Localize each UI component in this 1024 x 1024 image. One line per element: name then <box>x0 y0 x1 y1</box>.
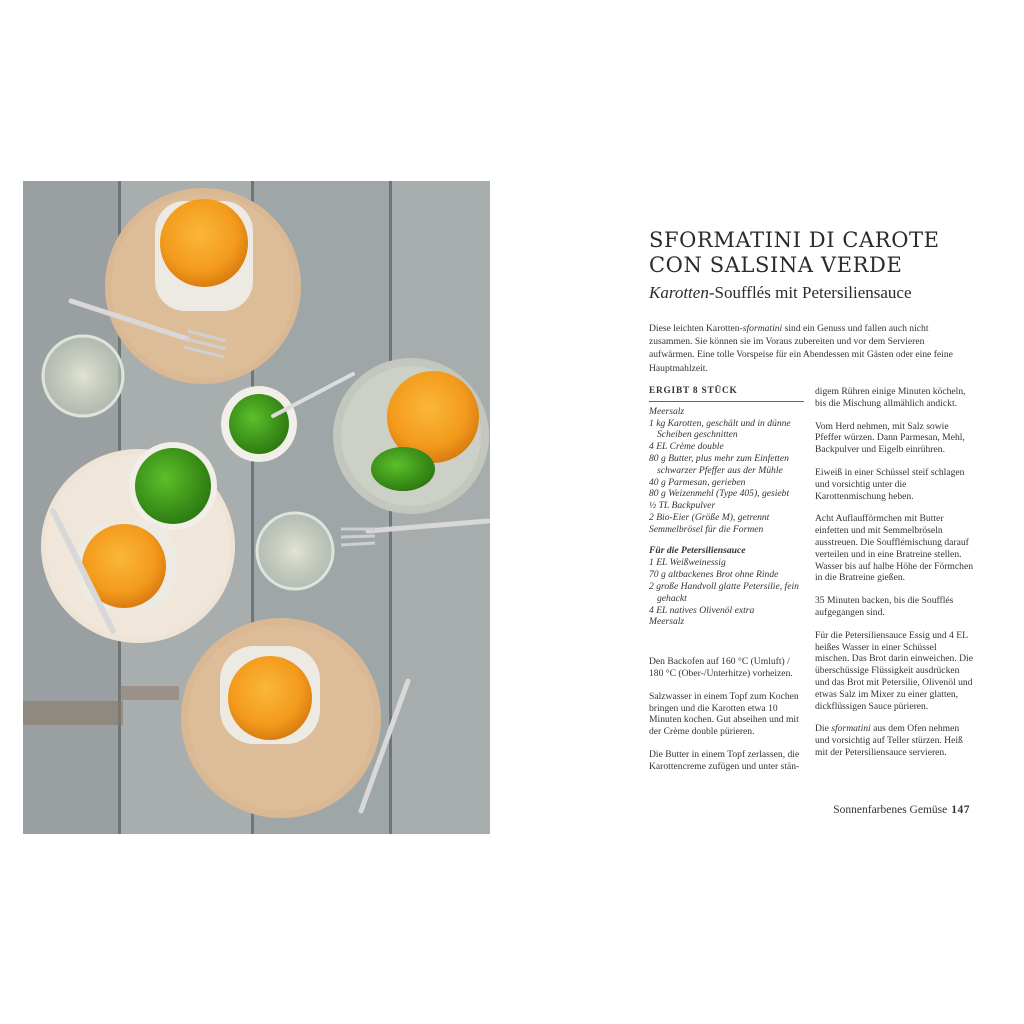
ingredient-item: 1 kg Karotten, geschält und in dünne Scheiben geschnitten <box>649 417 791 441</box>
ingredient-item: 80 g Weizenmehl (Type 405), gesiebt <box>649 488 790 500</box>
ingredient-item: ½ TL Backpulver <box>649 500 716 512</box>
method-step-final <box>815 723 973 758</box>
yield-heading: ERGIBT 8 STÜCK <box>649 386 804 402</box>
ingredient-item: 4 EL Crème double <box>649 441 724 453</box>
sauce-ingredient-item: 70 g altbackenes Brot ohne Rinde <box>649 569 779 581</box>
method-steps-column-2 <box>815 386 973 759</box>
method-step: 35 Minuten backen, bis die Soufflés aufgegangen sind. <box>815 595 954 618</box>
page-number: 147 <box>951 804 970 816</box>
ingredient-item: Semmelbrösel für die Formen <box>649 523 764 535</box>
recipe-intro <box>649 322 969 375</box>
food-photo-illustration <box>23 181 490 834</box>
ingredient-list <box>649 406 804 536</box>
recipe-subtitle <box>649 282 989 304</box>
recipe-title-line-2: CON SALSINA VERDE <box>649 253 903 277</box>
footer-section-name: Sonnenfarbenes Gemüse <box>833 804 948 816</box>
method-step: Für die Petersiliensauce Essig und 4 EL heißes Wasser in einer Schüssel mischen. Das Brot darin einweichen. Die überschüssige Flüssigkeit ausdrücken und das Brot mit Petersilie, Olivenöl und etwas Salz im Mixer zu einer glatten, dickflüssigen Sauce pürieren. <box>815 629 973 712</box>
intro-text-italic: sformatini <box>742 323 783 334</box>
page-footer <box>820 804 970 816</box>
food-photo <box>23 181 490 834</box>
method-step: digem Rühren einige Minuten köcheln, bis die Mischung allmählich andickt. <box>815 386 966 409</box>
intro-paragraph <box>649 322 969 375</box>
method-step: Vom Herd nehmen, mit Salz sowie Pfeffer würzen. Dann Parmesan, Mehl, Backpulver und Eigelb einrühren. <box>815 420 965 456</box>
method-step: Die Butter in einem Topf zerlassen, die Karottencreme zufügen und unter stän- <box>649 748 800 772</box>
recipe-title <box>649 228 989 278</box>
sauce-ingredient-item: 2 große Handvoll glatte Petersilie, fein gehackt <box>649 580 799 604</box>
method-step: Acht Auflaufförmchen mit Butter einfetten und mit Semmelbröseln ausstreuen. Die Soufflémischung darauf verteilen und in eine Bratreine stellen. Wasser bis auf halbe Höhe der Förmchen in die Bratreine gießen. <box>815 513 974 584</box>
sauce-ingredient-list <box>649 557 804 628</box>
final-step-a: Die <box>815 723 832 735</box>
method-step: Den Backofen auf 160 °C (Umluft) / 180 °C (Ober-/Unterhitze) vorheizen. <box>649 656 793 679</box>
recipe-title-line-1: SFORMATINI DI CAROTE <box>649 228 940 252</box>
method-step: Salzwasser in einem Topf zum Kochen bringen und die Karotten etwa 10 Minuten kochen. Gut abseihen und mit der Crème double pürieren. <box>649 690 799 738</box>
subtitle-rest: -Soufflés mit Petersiliensauce <box>708 283 912 302</box>
sauce-ingredient-item: 4 EL natives Olivenöl extra <box>649 604 755 616</box>
final-step-italic: sformatini <box>831 723 871 735</box>
method-steps-column-1 <box>649 656 804 772</box>
final-step-b: aus dem Ofen nehmen und vorsichtig auf Teller stürzen. Heiß mit der Petersiliensauce servieren. <box>815 723 963 758</box>
recipe-column-1 <box>649 386 804 784</box>
sauce-ingredient-item: Meersalz <box>649 616 685 628</box>
intro-text-a: Diese leichten Karotten- <box>649 323 743 334</box>
ingredient-item: 40 g Parmesan, gerieben <box>649 476 746 488</box>
ingredient-item: 2 Bio-Eier (Größe M), getrennt <box>649 511 770 523</box>
sauce-ingredient-item: 1 EL Weißweinessig <box>649 557 726 569</box>
ingredient-item: 80 g Butter, plus mehr zum Einfetten schwarzer Pfeffer aus der Mühle <box>649 452 789 476</box>
sauce-heading: Für die Petersiliensauce <box>649 544 746 556</box>
recipe-column-2 <box>815 386 973 770</box>
subtitle-italic: Karotten <box>649 283 709 302</box>
intro-text-b: sind ein Genuss und fallen auch nicht zusammen. Sie können sie im Voraus zubereiten und vor dem Servieren aufwärmen. Eine tolle Vorspeise für ein Abendessen mit Gästen oder eine feine Hauptmahlzeit. <box>649 323 953 374</box>
ingredient-item: Meersalz <box>649 405 685 417</box>
method-step: Eiweiß in einer Schüssel steif schlagen und vorsichtig unter die Karottenmischung heben. <box>815 466 965 502</box>
